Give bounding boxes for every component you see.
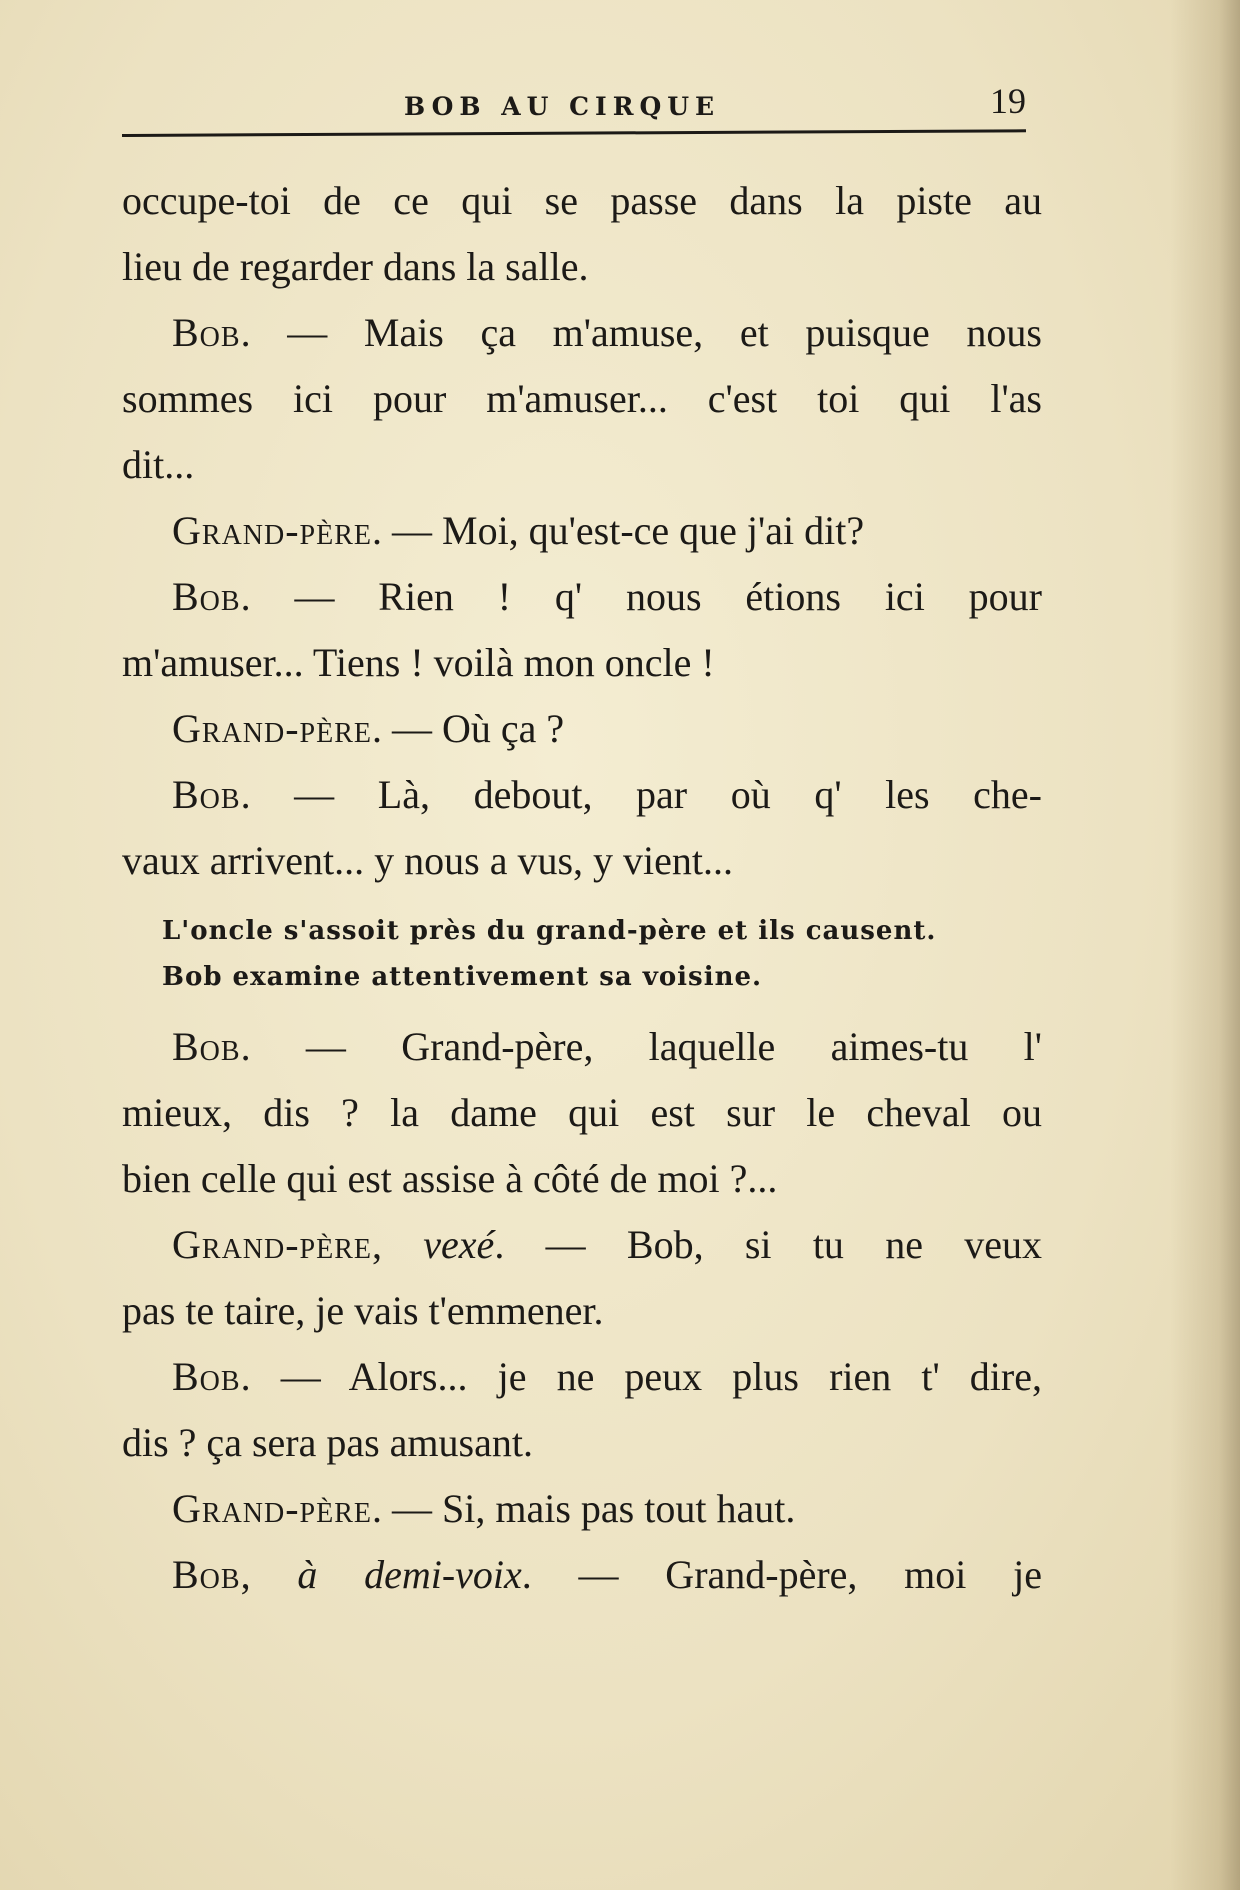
stage-direction-line: L'oncle s'assoit près du grand-père et ils causent. — [162, 916, 937, 946]
running-title: BOB AU CIRQUE — [404, 92, 721, 121]
text-line: m'amuser... Tiens ! voilà mon oncle ! — [122, 640, 715, 685]
running-head — [0, 81, 1240, 128]
speaker-name: Bob — [172, 772, 241, 817]
page-number: 19 — [990, 81, 1026, 121]
text-line: bien celle qui est assise à côté de moi ?... — [122, 1156, 778, 1201]
stage-direction-inline: à demi-voix — [297, 1552, 522, 1597]
body-text — [122, 168, 1042, 1608]
speech-line: Grand-père, vexé. — Bob, si tu ne veux — [172, 1222, 1042, 1267]
speech-line: Grand-père. — Moi, qu'est-ce que j'ai dit? — [172, 508, 865, 553]
speaker-name: Grand-père — [172, 508, 372, 553]
speech-line: Bob. — Mais ça m'amuse, et puisque nous — [172, 310, 1042, 355]
page-edge-shadow — [1170, 0, 1240, 1890]
speaker-name: Bob — [172, 1354, 241, 1399]
speech-line: Bob. — Grand-père, laquelle aimes-tu l' — [172, 1024, 1042, 1069]
speaker-name: Grand-père — [172, 1486, 372, 1531]
speech-line: Bob. — Alors... je ne peux plus rien t' dire, — [172, 1354, 1042, 1399]
header-rule — [122, 129, 1026, 137]
speech-line: Grand-père. — Où ça ? — [172, 706, 565, 751]
speaker-name: Grand-père — [172, 706, 372, 751]
stage-direction — [122, 908, 1042, 1000]
speech-line: Bob. — Rien ! q' nous étions ici pour — [172, 574, 1042, 619]
speaker-name: Bob — [172, 1552, 241, 1597]
text-line: occupe-toi de ce qui se passe dans la piste au — [122, 178, 1042, 223]
text-line: dit... — [122, 442, 195, 487]
speech-line: Bob. — Là, debout, par où q' les che- — [172, 772, 1042, 817]
text-line: mieux, dis ? la dame qui est sur le cheval ou — [122, 1090, 1042, 1135]
speech-line: Grand-père. — Si, mais pas tout haut. — [172, 1486, 796, 1531]
speaker-name: Bob — [172, 310, 241, 355]
speaker-name: Grand-père — [172, 1222, 372, 1267]
text-line: lieu de regarder dans la salle. — [122, 244, 589, 289]
text-line: pas te taire, je vais t'emmener. — [122, 1288, 604, 1333]
speech-line: Bob, à demi-voix. — Grand-père, moi je — [172, 1552, 1042, 1597]
stage-direction-line: Bob examine attentivement sa voisine. — [162, 962, 763, 992]
text-line: dis ? ça sera pas amusant. — [122, 1420, 533, 1465]
stage-direction-inline: vexé — [423, 1222, 495, 1267]
text-line: vaux arrivent... y nous a vus, y vient... — [122, 838, 733, 883]
speaker-name: Bob — [172, 1024, 241, 1069]
text-line: sommes ici pour m'amuser... c'est toi qui l'as — [122, 376, 1042, 421]
speaker-name: Bob — [172, 574, 241, 619]
